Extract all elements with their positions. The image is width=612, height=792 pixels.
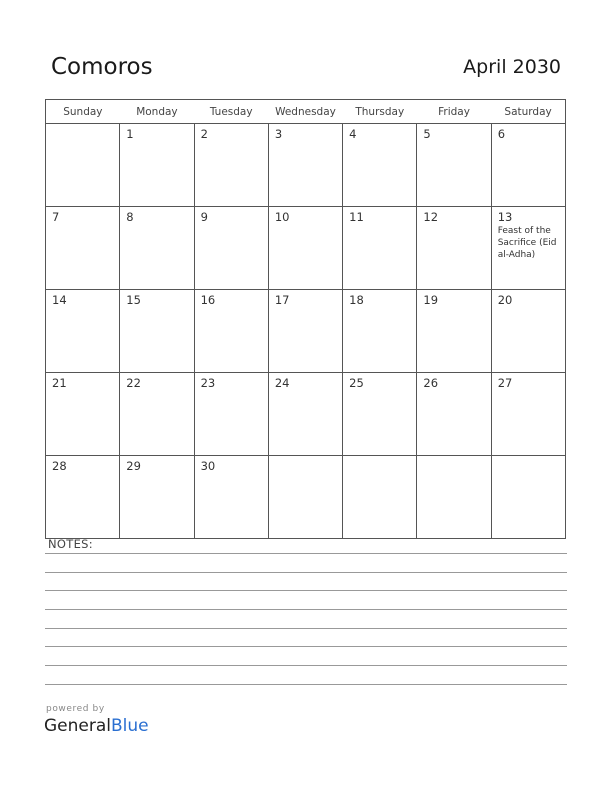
day-cell (268, 290, 342, 373)
note-line (45, 628, 567, 629)
day-cell (491, 290, 565, 373)
day-number: 8 (126, 210, 134, 224)
holiday-event: Feast of the Sacrifice (Eid al-Adha) (497, 226, 557, 260)
weekday-header: Tuesday (194, 100, 268, 124)
day-number: 27 (497, 376, 513, 390)
day-cell (46, 373, 120, 456)
calendar-grid (45, 99, 566, 539)
brand-general: General (44, 716, 111, 736)
day-cell (343, 373, 417, 456)
week-row (46, 373, 566, 456)
note-line (45, 590, 567, 591)
day-cell (343, 207, 417, 290)
day-number: 29 (126, 459, 141, 473)
brand-blue: Blue (111, 716, 149, 736)
day-cell (120, 124, 194, 207)
day-cell (268, 373, 342, 456)
country-title: Comoros (51, 54, 153, 80)
week-row (46, 207, 566, 290)
notes-label: NOTES: (48, 537, 93, 551)
day-cell (491, 456, 565, 539)
day-cell (46, 124, 120, 207)
weekday-header: Friday (417, 100, 491, 124)
day-cell (491, 373, 565, 456)
day-cell (343, 456, 417, 539)
day-number: 1 (126, 127, 134, 141)
day-cell (194, 373, 268, 456)
day-cell (120, 456, 194, 539)
weekday-header: Sunday (46, 100, 120, 124)
day-number: 22 (126, 376, 141, 390)
day-cell (417, 456, 491, 539)
day-cell (268, 456, 342, 539)
day-cell (268, 124, 342, 207)
week-row (46, 456, 566, 539)
day-number: 23 (200, 376, 216, 390)
note-line (45, 684, 567, 685)
day-cell (46, 290, 120, 373)
day-cell (46, 456, 120, 539)
day-number: 18 (349, 293, 364, 307)
day-cell (194, 456, 268, 539)
day-number: 3 (274, 127, 283, 141)
day-number: 4 (349, 127, 357, 141)
day-number: 14 (52, 293, 67, 307)
weekday-header: Thursday (343, 100, 417, 124)
day-number: 9 (200, 210, 208, 224)
day-number: 30 (200, 459, 216, 473)
weekday-header-row (46, 100, 566, 124)
note-line (45, 646, 567, 647)
day-cell (120, 207, 194, 290)
day-number: 12 (423, 210, 439, 224)
day-number: 11 (349, 210, 364, 224)
weekday-header: Monday (120, 100, 194, 124)
day-number: 5 (423, 127, 431, 141)
day-number: 10 (274, 210, 290, 224)
powered-by-text: powered by (46, 704, 105, 714)
day-cell (491, 124, 565, 207)
day-number: 20 (497, 293, 513, 307)
day-cell (194, 207, 268, 290)
day-number: 16 (200, 293, 216, 307)
day-number: 25 (349, 376, 364, 390)
day-cell (194, 124, 268, 207)
day-number: 24 (274, 376, 290, 390)
day-cell (343, 290, 417, 373)
day-number: 28 (52, 459, 67, 473)
day-cell (194, 290, 268, 373)
note-line (45, 609, 567, 610)
day-cell (343, 124, 417, 207)
day-cell (417, 290, 491, 373)
day-number: 7 (52, 210, 60, 224)
day-number: 2 (200, 127, 208, 141)
day-cell (46, 207, 120, 290)
day-number: 15 (126, 293, 141, 307)
day-cell (268, 207, 342, 290)
day-cell (417, 124, 491, 207)
day-number: 17 (274, 293, 290, 307)
note-line (45, 553, 567, 554)
day-cell (417, 207, 491, 290)
generalblue-logo (44, 716, 149, 736)
weekday-header: Wednesday (268, 100, 342, 124)
day-cell (417, 373, 491, 456)
week-row (46, 290, 566, 373)
day-number: 13 (497, 210, 513, 224)
day-number: 6 (497, 127, 506, 141)
month-year-title: April 2030 (463, 56, 561, 78)
day-cell (491, 207, 565, 290)
day-cell (120, 373, 194, 456)
week-row (46, 124, 566, 207)
note-line (45, 665, 567, 666)
day-cell (120, 290, 194, 373)
day-number: 19 (423, 293, 439, 307)
note-line (45, 572, 567, 573)
weekday-header: Saturday (491, 100, 565, 124)
day-number: 26 (423, 376, 439, 390)
day-number: 21 (52, 376, 67, 390)
